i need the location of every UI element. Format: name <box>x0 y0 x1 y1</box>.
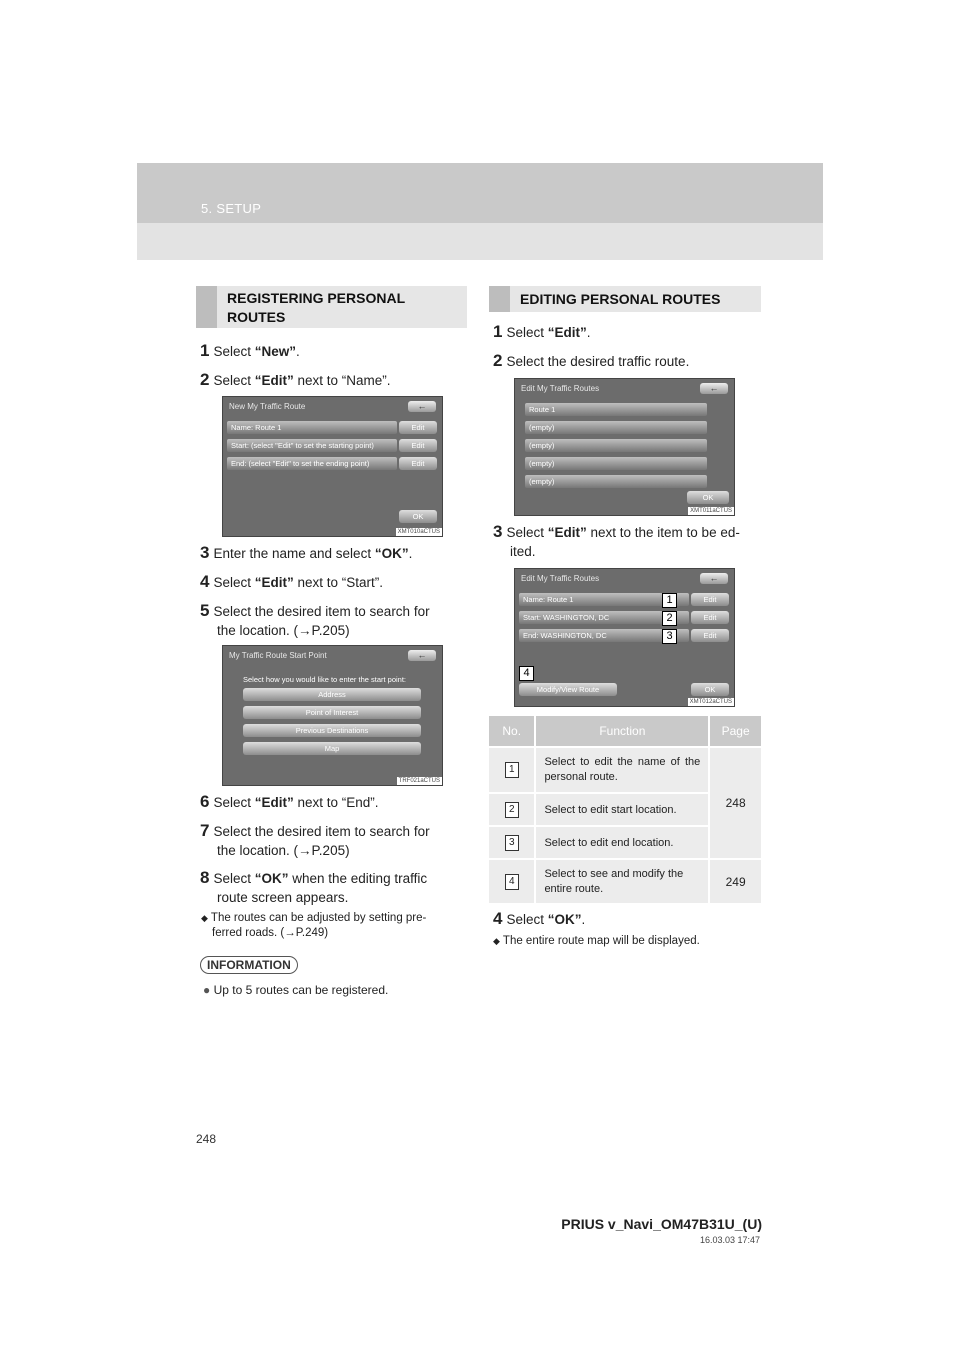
option-map[interactable]: Map <box>243 742 421 755</box>
start-row[interactable]: Start: WASHINGTON, DC <box>519 611 689 624</box>
back-icon[interactable]: ← <box>700 573 728 584</box>
information-label: INFORMATION <box>200 956 298 974</box>
screen-edit-route-detail: Edit My Traffic Routes ← Name: Route 1 Edit Start: WASHINGTON, DC Edit End: WASHINGTON, DC Edit Modify/View Route OK XMT012aCTUS 1 2 3 4 <box>514 568 735 707</box>
right-step-4: 4 Select “OK”. <box>493 909 586 928</box>
row-page: 248 <box>709 747 761 859</box>
callout-3: 3 <box>662 629 677 644</box>
end-row[interactable]: End: (select "Edit" to set the ending point) <box>227 457 397 470</box>
left-section-heading <box>196 286 467 328</box>
ok-button[interactable]: OK <box>691 683 729 696</box>
col-no: No. <box>489 716 535 747</box>
option-poi[interactable]: Point of Interest <box>243 706 421 719</box>
back-icon[interactable]: ← <box>700 383 728 394</box>
left-step-7: 7 Select the desired item to search for the location. (→P.205) <box>200 821 430 858</box>
edit-name-button[interactable]: Edit <box>399 421 437 434</box>
end-row[interactable]: End: WASHINGTON, DC <box>519 629 689 642</box>
left-step-3: 3 Enter the name and select “OK”. <box>200 543 413 562</box>
row-number: 1 <box>505 762 519 778</box>
modify-view-route-button[interactable]: Modify/View Route <box>519 683 617 696</box>
right-bullet: ◆ The entire route map will be displayed. <box>493 935 700 947</box>
edit-start-button[interactable]: Edit <box>691 611 729 624</box>
row-page: 249 <box>709 859 761 903</box>
route-item[interactable]: (empty) <box>525 421 707 434</box>
left-step-2: 2 Select “Edit” next to “Name”. <box>200 370 391 389</box>
left-step-4: 4 Select “Edit” next to “Start”. <box>200 572 384 591</box>
edit-name-button[interactable]: Edit <box>691 593 729 606</box>
screen-code: XMT011aCTUS <box>690 508 732 514</box>
right-step-2: 2 Select the desired traffic route. <box>493 351 690 370</box>
table-row <box>489 859 761 903</box>
option-previous[interactable]: Previous Destinations <box>243 724 421 737</box>
ok-button[interactable]: OK <box>399 510 437 523</box>
screen-code: XMT012aCTUS <box>689 699 732 705</box>
callout-1: 1 <box>662 593 677 608</box>
route-item[interactable]: (empty) <box>525 457 707 470</box>
left-step-5: 5 Select the desired item to search for the location. (→P.205) <box>200 601 430 638</box>
name-row[interactable]: Name: Route 1 <box>227 421 397 434</box>
right-step-3: 3 Select “Edit” next to the item to be ed- ited. <box>493 522 740 559</box>
col-function: Function <box>535 716 709 747</box>
ok-button[interactable]: OK <box>687 491 729 504</box>
edit-end-button[interactable]: Edit <box>691 629 729 642</box>
screen-edit-traffic-routes: Edit My Traffic Routes ← Route 1 (empty) (empty) (empty) (empty) OK XMT011aCTUS <box>514 378 735 516</box>
row-function: Select to edit start location. <box>535 793 709 826</box>
left-heading-text: REGISTERING PERSONAL ROUTES <box>227 290 405 325</box>
callout-2: 2 <box>662 611 677 626</box>
document-id: PRIUS v_Navi_OM47B31U_(U) <box>561 1216 762 1232</box>
header-band <box>137 163 823 260</box>
route-item[interactable]: Route 1 <box>525 403 707 416</box>
page-number: 248 <box>196 1132 217 1146</box>
start-row[interactable]: Start: (select "Edit" to set the starting point) <box>227 439 397 452</box>
timestamp: 16.03.03 17:47 <box>699 1235 760 1245</box>
right-heading-text: EDITING PERSONAL ROUTES <box>520 291 721 307</box>
start-prompt: Select how you would like to enter the start point: <box>243 675 407 684</box>
left-step-1: 1 Select “New”. <box>200 341 300 360</box>
table-row <box>489 747 761 793</box>
right-section-heading <box>489 286 761 312</box>
header-top <box>137 163 823 223</box>
option-address[interactable]: Address <box>243 688 421 701</box>
route-item[interactable]: (empty) <box>525 439 707 452</box>
edit-end-button[interactable]: Edit <box>399 457 437 470</box>
col-page: Page <box>709 716 761 747</box>
left-step-8: 8 Select “OK” when the editing traffic route screen appears. <box>200 868 428 905</box>
back-icon[interactable]: ← <box>408 650 436 661</box>
screen-code: TRF021aCTUS <box>398 778 440 784</box>
info-text: ● Up to 5 routes can be registered. <box>203 983 389 997</box>
name-row[interactable]: Name: Route 1 <box>519 593 689 606</box>
screen-code: XMT010aCTUS <box>397 529 440 535</box>
row-function: Select to edit the name of the personal route. <box>535 747 709 793</box>
route-item[interactable]: (empty) <box>525 475 707 488</box>
callout-4: 4 <box>519 666 534 681</box>
section-label: 5. SETUP <box>201 201 262 216</box>
screen-start-point: My Traffic Route Start Point ← Select how you would like to enter the start point: Address Point of Interest Previous Destinations Map TRF021aCTUS <box>222 645 443 786</box>
edit-start-button[interactable]: Edit <box>399 439 437 452</box>
back-icon[interactable]: ← <box>408 401 436 412</box>
left-step-6: 6 Select “Edit” next to “End”. <box>200 792 379 811</box>
function-table <box>489 716 761 903</box>
row-function: Select to see and modify the entire route. <box>535 859 709 903</box>
row-function: Select to edit end location. <box>535 826 709 859</box>
right-step-1: 1 Select “Edit”. <box>493 322 591 341</box>
row-number: 2 <box>505 802 519 818</box>
row-number: 4 <box>505 874 519 890</box>
left-bullet: ◆ The routes can be adjusted by setting pre- ferred roads. (→P.249) <box>201 912 427 939</box>
row-number: 3 <box>505 835 519 851</box>
screen-new-traffic-route: New My Traffic Route ← Name: Route 1 Edit Start: (select "Edit" to set the starting point) Edit End: (select "Edit" to set the ending point) Edit OK XMT010aCTUS <box>222 396 443 537</box>
